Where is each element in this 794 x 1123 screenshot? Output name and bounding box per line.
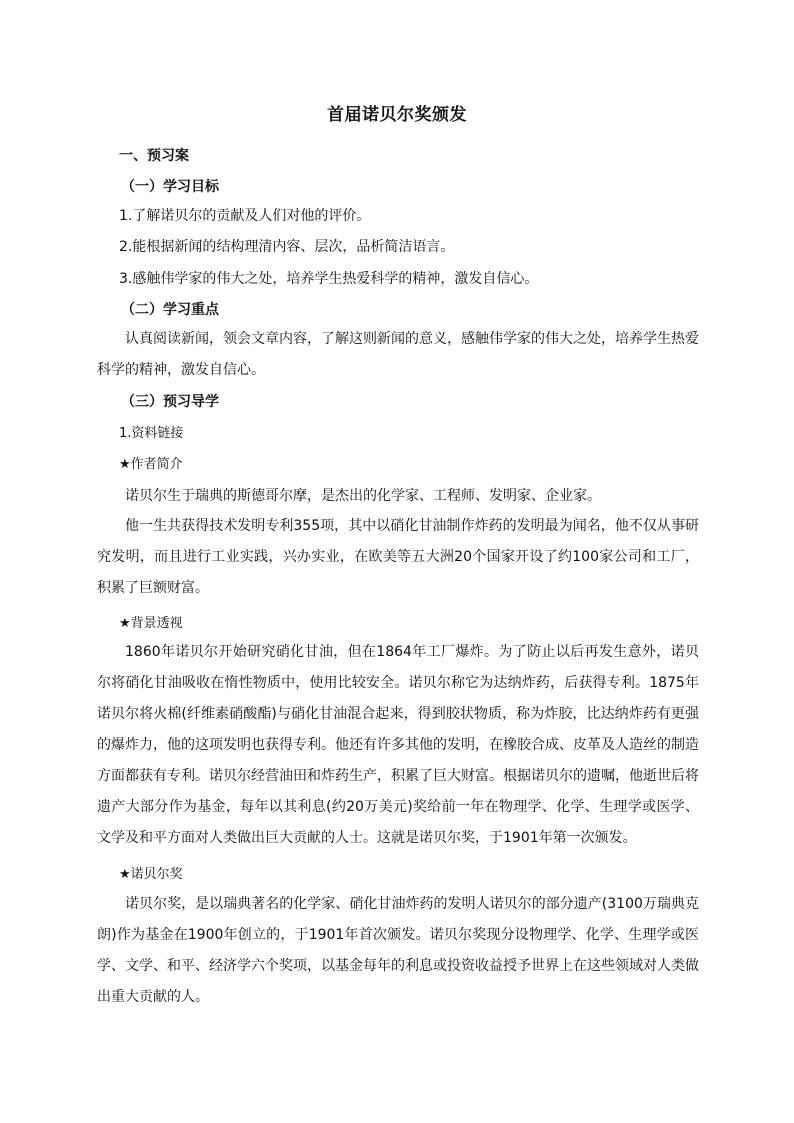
nobel-prize-paragraph: 诺贝尔奖，是以瑞典著名的化学家、硝化甘油炸药的发明人诺贝尔的部分遗产(3100万瑞典克朗)作为基金在1900年创立的，于1901年首次颁发。诺贝尔奖现分设物理学、化学、生理学或医学、文学、和平、经济学六个奖项，以基金每年的利息或投资收益授予世界上在这些领域对人类做出重大贡献的人。 xyxy=(97,896,699,1005)
subheading-goals: （一）学习目标 xyxy=(121,179,219,195)
goal-item-3: 3.感触伟学家的伟大之处，培养学生热爱科学的精神，激发自信心。 xyxy=(119,271,539,287)
resource-link-label: 1.资料链接 xyxy=(119,426,184,441)
nobel-prize-label: ★诺贝尔奖 xyxy=(119,867,183,882)
subheading-focus: （二）学习重点 xyxy=(121,302,219,318)
subheading-guide: （三）预习导学 xyxy=(121,394,219,410)
background-label: ★背景透视 xyxy=(119,616,183,631)
document-title: 首届诺贝尔奖颁发 xyxy=(327,105,467,125)
focus-paragraph: 认真阅读新闻，领会文章内容，了解这则新闻的意义，感触伟学家的伟大之处，培养学生热爱科学的精神，激发自信心。 xyxy=(97,331,699,378)
author-paragraph-2: 他一生共获得技术发明专利355项，其中以硝化甘油制作炸药的发明最为闻名，他不仅从事研究发明，而且进行工业实践，兴办实业，在欧美等五大洲20个国家开设了约100家公司和工厂，积累了巨额财富。 xyxy=(97,518,699,596)
background-paragraph: 1860年诺贝尔开始研究硝化甘油，但在1864年工厂爆炸。为了防止以后再发生意外，诺贝尔将硝化甘油吸收在惰性物质中，使用比较安全。诺贝尔称它为达纳炸药，后获得专利。1875年诺贝尔将火棉(纤维素硝酸酯)与硝化甘油混合起来，得到胶状物质，称为炸胶，比达纳炸药有更强的爆炸力，他的这项发明也获得专利。他还有许多其他的发明，在橡胶合成、皮革及人造丝的制造方面都获有专利。诺贝尔经营油田和炸药生产，积累了巨大财富。根据诺贝尔的遗嘱，他逝世后将遗产大部分作为基金，每年以其利息(约20万美元)奖给前一年在物理学、化学、生理学或医学、文学及和平方面对人类做出巨大贡献的人士。这就是诺贝尔奖，于1901年第一次颁发。 xyxy=(97,644,699,846)
section-heading-preview: 一、预习案 xyxy=(119,148,189,164)
goal-item-2: 2.能根据新闻的结构理清内容、层次，品析简洁语言。 xyxy=(119,239,455,255)
author-paragraph-1: 诺贝尔生于瑞典的斯德哥尔摩，是杰出的化学家、工程师、发明家、企业家。 xyxy=(125,488,601,504)
author-intro-label: ★作者简介 xyxy=(119,457,183,472)
goal-item-1: 1.了解诺贝尔的贡献及人们对他的评价。 xyxy=(119,208,371,224)
